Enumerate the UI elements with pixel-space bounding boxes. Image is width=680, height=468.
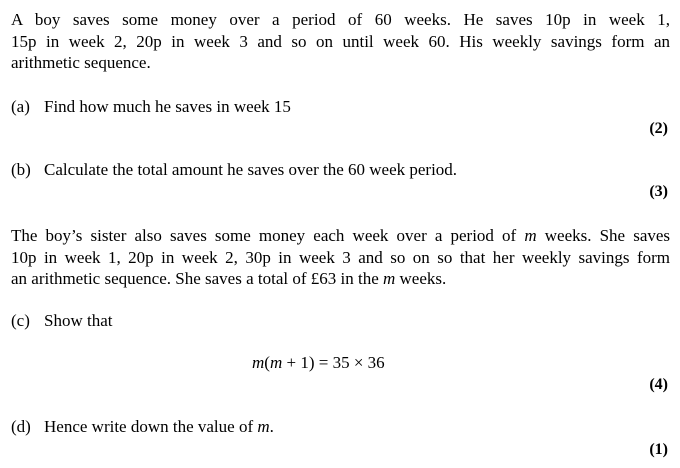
part-a-question xyxy=(11,96,291,117)
part-a-label: (a) xyxy=(11,97,30,116)
sister-line-3-post: weeks. xyxy=(399,269,447,288)
part-b-text: Calculate the total amount he saves over the 60 week period. xyxy=(44,160,458,179)
part-d-marks: (1) xyxy=(649,441,668,458)
sister-line-3 xyxy=(11,268,670,290)
intro-paragraph xyxy=(11,9,670,74)
equation-open-paren: ( xyxy=(264,353,270,372)
sister-line-1-post: weeks. She saves xyxy=(544,226,671,245)
equation xyxy=(252,352,385,373)
part-a-marks: (2) xyxy=(649,120,668,137)
intro-line-1: A boy saves some money over a period of 60 weeks. He saves 10p in week 1, xyxy=(11,10,670,29)
part-d-label: (d) xyxy=(11,417,31,436)
part-b-question xyxy=(11,159,457,180)
intro-line-3: arithmetic sequence. xyxy=(11,53,151,72)
equation-var-m-inner: m xyxy=(269,353,283,372)
sister-paragraph xyxy=(11,225,670,290)
equation-var-m: m xyxy=(252,353,265,372)
part-d-question xyxy=(11,416,274,437)
equation-rest: + 1) = 35 × 36 xyxy=(282,353,385,372)
part-d-period: . xyxy=(269,417,274,436)
part-d-text: Hence write down the value of xyxy=(44,417,254,436)
part-c-marks: (4) xyxy=(649,376,668,393)
part-c-question xyxy=(11,310,112,331)
intro-line-2: 15p in week 2, 20p in week 3 and so on until week 60. His weekly savings form an xyxy=(11,31,670,51)
part-a-text: Find how much he saves in week 15 xyxy=(44,97,291,116)
variable-m: m xyxy=(383,269,396,288)
part-c-label: (c) xyxy=(11,311,30,330)
part-c-text: Show that xyxy=(44,311,113,330)
sister-line-3-pre: an arithmetic sequence. She saves a total of £63 in the xyxy=(11,269,379,288)
sister-line-1-pre: The boy’s sister also saves some money each week over a period of xyxy=(11,226,517,245)
sister-line-1 xyxy=(11,225,670,247)
part-d-variable-m: m xyxy=(257,417,270,436)
part-b-marks: (3) xyxy=(649,183,668,200)
part-b-label: (b) xyxy=(11,160,31,179)
sister-line-2: 10p in week 1, 20p in week 2, 30p in week 3 and so on so that her weekly savings form xyxy=(11,247,670,267)
variable-m: m xyxy=(524,226,537,245)
